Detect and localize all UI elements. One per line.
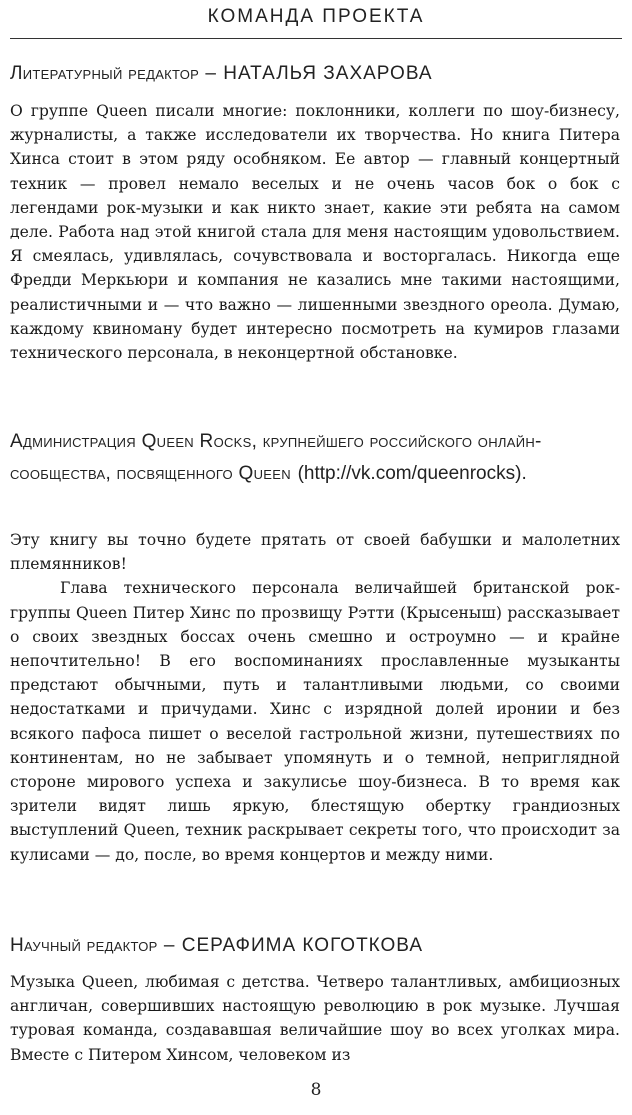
paragraph: Эту книгу вы точно будете прятать от своей бабушки и малолетних племянников! — [10, 531, 620, 574]
section-person-name: НАТАЛЬЯ ЗАХАРОВА — [223, 63, 433, 84]
section-separator: – — [157, 935, 182, 956]
section-heading-administration — [10, 425, 622, 489]
section-separator: – — [199, 63, 224, 84]
running-head-rule — [10, 38, 622, 39]
section-heading-literary-editor — [10, 58, 622, 86]
page-number: 8 — [310, 1080, 322, 1100]
section-heading-scientific-editor — [10, 930, 622, 958]
paragraph: О группе Queen писали многие: поклонники, коллеги по шоу-бизнесу, журналисты, а также исследователи их творчества. Но книга Питера Хинса стоит в этом ряду особняком. Ее автор — главный концертный техник — провел немало веселых и не очень часов бок о бок с легендами рок-музыки и как никто знает, какие эти ребята на самом деле. Работа над этой книгой стала для меня настоящим удовольствием. Я смеялась, удивлялась, сочувствовала и восторгалась. Никогда еще Фредди Меркьюри и компания не казались мне такими настоящими, реалистичными и — что важно — лишенными звездного ореола. Думаю, каждому квиноману будет интересно посмотреть на кумиров глазами технического персонала, в неконцертной обстановке. — [10, 102, 620, 363]
running-head: КОМАНДА ПРОЕКТА — [207, 6, 425, 27]
section-role: Научный редактор — [10, 935, 158, 956]
section-role: Литературный редактор — [10, 63, 200, 84]
paragraph: Глава технического персонала величайшей британской рок-группы Queen Питер Хинс по прозвищу Рэтти (Крысеныш) рассказывает о своих звездных боссах очень смешно и остроумно — и крайне непочтительно! В его воспоминаниях прославленные музыканты предстают обычными, путь и талантливыми людьми, со своими недостатками и причудами. Хинс с изрядной долей иронии и без всякого пафоса пишет о веселой гастрольной жизни, путешествиях по континентам, но не забывает упомянуть и о темной, неприглядной стороне мирового успеха и закулисье шоу-бизнеса. В то время как зрители видят лишь яркую, блестящую обертку грандиозных выступлений Queen, техник раскрывает секреты того, что происходит за кулисами — до, после, во время концертов и между ними. — [10, 579, 620, 864]
section-body-literary-editor — [10, 99, 620, 365]
paragraph: Музыка Queen, любимая с детства. Четверо талантливых, амбициозных англичан, совершивших настоящую революцию в рок музыке. Лучшая туровая команда, создававшая величайшие шоу во всех уголках мира. Вместе с Питером Хинсом, человеком из — [10, 973, 620, 1064]
section-role: Администрация Queen Rocks, крупнейшего российского онлайн-сообщества, посвященного Queen — [10, 431, 542, 484]
section-body-administration — [10, 528, 620, 867]
section-link: (http://vk.com/queenrocks). — [297, 463, 527, 484]
section-body-scientific-editor — [10, 970, 620, 1067]
section-person-name: СЕРАФИМА КОГОТКОВА — [181, 935, 424, 956]
